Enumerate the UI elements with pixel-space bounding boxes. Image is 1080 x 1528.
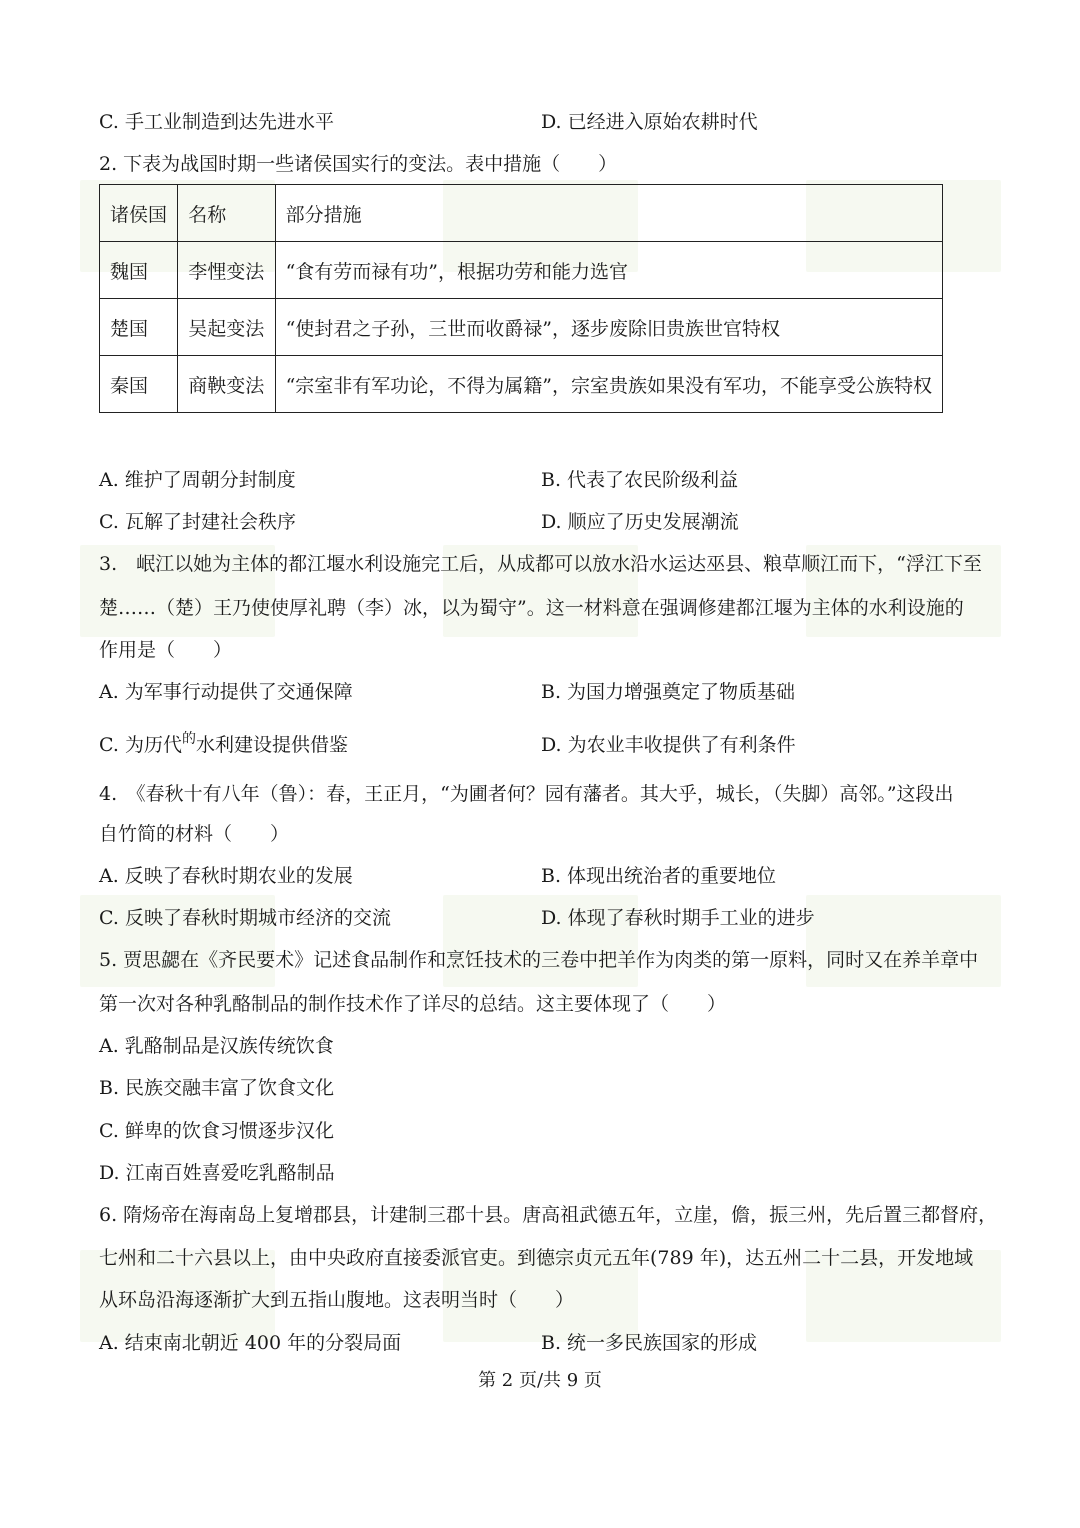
table-row bbox=[100, 299, 943, 356]
q4-option-d: D. 体现了春秋时期手工业的进步 bbox=[541, 907, 815, 929]
q5-option-b: B. 民族交融丰富了饮食文化 bbox=[99, 1077, 335, 1099]
table-cell: “使封君之子孙，三世而收爵禄”，逐步废除旧贵族世官特权 bbox=[275, 299, 942, 356]
q5-stem-line2: 第一次对各种乳酪制品的制作技术作了详尽的总结。这主要体现了（ ） bbox=[99, 993, 727, 1015]
table-cell: 楚国 bbox=[100, 299, 178, 356]
q2-option-c: C. 瓦解了封建社会秩序 bbox=[99, 511, 296, 533]
q1-option-c: C. 手工业制造到达先进水平 bbox=[99, 111, 334, 133]
q2-option-a: A. 维护了周朝分封制度 bbox=[99, 469, 296, 491]
q3-option-c-pre: C. 为历代 bbox=[99, 734, 182, 756]
q4-option-a: A. 反映了春秋时期农业的发展 bbox=[99, 865, 353, 887]
page-footer: 第 2 页/共 9 页 bbox=[478, 1370, 602, 1391]
watermark bbox=[806, 895, 1001, 987]
q6-option-b: B. 统一多民族国家的形成 bbox=[541, 1332, 758, 1354]
q3-option-b: B. 为国力增强奠定了物质基础 bbox=[541, 681, 796, 703]
table-cell: 秦国 bbox=[100, 356, 178, 413]
q3-stem-line1: 3. 岷江以她为主体的都江堰水利设施完工后，从成都可以放水沿水运达巫县、粮草顺江而下，“浮江下至 bbox=[99, 553, 982, 575]
q4-option-b: B. 体现出统治者的重要地位 bbox=[541, 865, 777, 887]
q3-stem-line3: 作用是（ ） bbox=[99, 639, 233, 661]
q5-option-c: C. 鲜卑的饮食习惯逐步汉化 bbox=[99, 1120, 334, 1142]
table-cell: “宗室非有军功论，不得为属籍”，宗室贵族如果没有军功，不能享受公族特权 bbox=[275, 356, 942, 413]
q5-stem-line1: 5. 贾思勰在《齐民要术》记述食品制作和烹饪技术的三卷中把羊作为肉类的第一原料，同时又在养羊章中 bbox=[99, 949, 979, 971]
q2-option-d: D. 顺应了历史发展潮流 bbox=[541, 511, 739, 533]
q6-stem-line2: 七州和二十六县以上，由中央政府直接委派官吏。到德宗贞元五年(789 年)，达五州二十二县，开发地域 bbox=[99, 1247, 974, 1269]
q3-option-a: A. 为军事行动提供了交通保障 bbox=[99, 681, 353, 703]
q1-option-d: D. 已经进入原始农耕时代 bbox=[541, 111, 758, 133]
q3-option-c-sup: 的 bbox=[181, 731, 196, 747]
q4-stem-line2: 自竹简的材料（ ） bbox=[99, 823, 290, 845]
table-cell: 吴起变法 bbox=[178, 299, 275, 356]
q6-option-a: A. 结束南北朝近 400 年的分裂局面 bbox=[99, 1332, 402, 1354]
q2-option-b: B. 代表了农民阶级利益 bbox=[541, 469, 739, 491]
table-cell: “食有劳而禄有功”，根据功劳和能力选官 bbox=[275, 242, 942, 299]
table-header: 诸侯国 bbox=[100, 185, 178, 242]
table-header: 名称 bbox=[178, 185, 275, 242]
q6-stem-line1: 6. 隋炀帝在海南岛上复增郡县，计建制三郡十县。唐高祖武德五年，立崖，儋，振三州，先后置三都督府， bbox=[99, 1204, 998, 1226]
q3-option-c bbox=[99, 733, 348, 759]
table-header-row bbox=[100, 185, 943, 242]
q3-option-c-post: 水利建设提供借鉴 bbox=[195, 734, 348, 756]
q5-option-a: A. 乳酪制品是汉族传统饮食 bbox=[99, 1035, 334, 1057]
reform-table bbox=[99, 184, 943, 413]
table-row bbox=[100, 242, 943, 299]
q2-stem: 2. 下表为战国时期一些诸侯国实行的变法。表中措施（ ） bbox=[99, 153, 618, 175]
q3-stem-line2: 楚……（楚）王乃使使厚礼聘（李）冰，以为蜀守”。这一材料意在强调修建都江堰为主体的水利设施的 bbox=[99, 597, 964, 619]
table-cell: 商鞅变法 bbox=[178, 356, 275, 413]
q5-option-d: D. 江南百姓喜爱吃乳酪制品 bbox=[99, 1162, 335, 1184]
q3-option-d: D. 为农业丰收提供了有利条件 bbox=[541, 734, 796, 756]
table-row bbox=[100, 356, 943, 413]
q6-stem-line3: 从环岛沿海逐渐扩大到五指山腹地。这表明当时（ ） bbox=[99, 1289, 575, 1311]
table-cell: 魏国 bbox=[100, 242, 178, 299]
table-cell: 李悝变法 bbox=[178, 242, 275, 299]
table-header: 部分措施 bbox=[275, 185, 942, 242]
q4-stem-line1: 4. 《春秋十有八年（鲁）：春，王正月，“为圃者何？园有藩者。其大乎，城长，（失脚）高邻。”这段出 bbox=[99, 783, 954, 805]
q4-option-c: C. 反映了春秋时期城市经济的交流 bbox=[99, 907, 391, 929]
